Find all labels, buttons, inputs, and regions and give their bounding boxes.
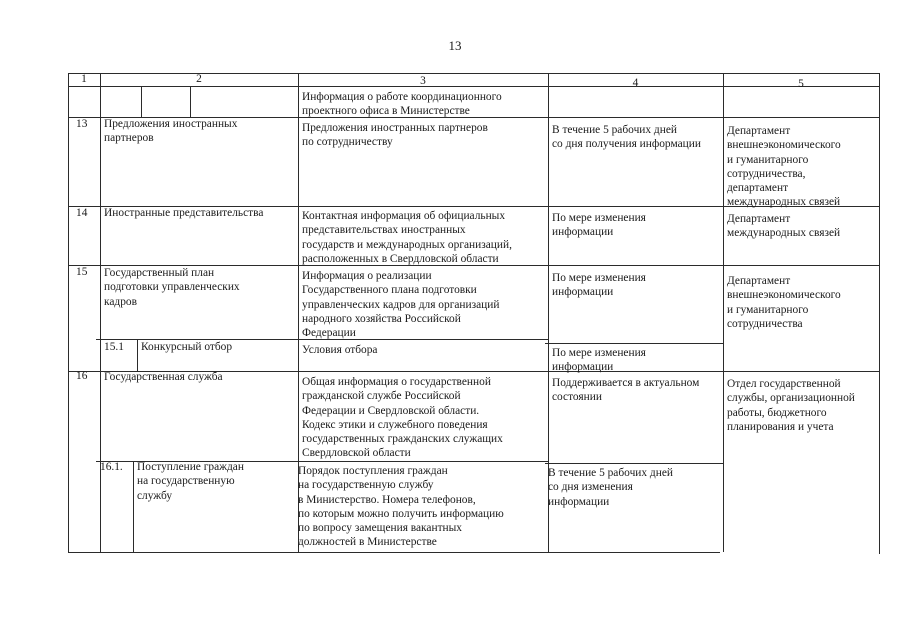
- row-info: Порядок поступления граждан на государственную службу в Министерство. Номера телефонов, по которым можно получить информацию по вопросу замещения вакантных должностей в Министерстве: [298, 465, 504, 549]
- row-info: Условия отбора: [302, 344, 378, 356]
- row-title: Государственный план подготовки управленческих кадров: [104, 267, 240, 308]
- continuation-info: Информация о работе координационного проектного офиса в Министерстве: [302, 91, 502, 118]
- table-rule: [100, 73, 101, 552]
- row-info: Общая информация о государственной гражданской службе Российской Федерации и Свердловской области. Кодекс этики и служебного поведения государственных гражданских служащих Свердловской области: [302, 376, 503, 460]
- row-info: Контактная информация об официальных представительствах иностранных государств и международных организаций, расположенных в Свердловской области: [302, 210, 512, 265]
- row-title: Предложения иностранных партнеров: [104, 118, 238, 145]
- row-responsible: Департамент международных связей: [727, 213, 841, 240]
- row-term: По мере изменения информации: [552, 212, 646, 239]
- column-header-3: 3: [420, 75, 426, 87]
- row-responsible: Департамент внешнеэкономического и гуманитарного сотрудничества: [727, 275, 841, 330]
- column-header-2: 2: [196, 73, 202, 85]
- row-number: 15: [76, 266, 88, 278]
- table-rule: [723, 73, 724, 552]
- row-term: По мере изменения информации: [552, 272, 646, 299]
- row-number: 16.1.: [100, 461, 123, 473]
- row-term: В течение 5 рабочих дней со дня изменения информации: [548, 467, 673, 508]
- table-rule: [137, 339, 138, 371]
- row-title: Иностранные представительства: [104, 207, 264, 219]
- row-number: 13: [76, 118, 88, 130]
- table-rule: [190, 86, 191, 117]
- row-term: Поддерживается в актуальном состоянии: [552, 377, 700, 404]
- table-rule: [545, 463, 723, 464]
- row-info: Информация о реализации Государственного плана подготовки управленческих кадров для организаций народного хозяйства Российской Федерации: [302, 270, 500, 340]
- column-header-1: 1: [81, 73, 87, 85]
- table-rule: [545, 343, 723, 344]
- row-number: 16: [76, 370, 88, 382]
- row-responsible: Департамент внешнеэкономического и гуманитарного сотрудничества, департамент международных связей: [727, 125, 841, 209]
- row-title: Поступление граждан на государственную службу: [137, 461, 244, 502]
- row-term: По мере изменения информации: [552, 347, 646, 374]
- table-rule: [879, 73, 880, 554]
- table-rule: [141, 86, 142, 117]
- row-info: Предложения иностранных партнеров по сотрудничеству: [302, 122, 488, 149]
- table-rule: [68, 73, 69, 553]
- page-number: 13: [448, 38, 462, 53]
- row-title: Конкурсный отбор: [141, 341, 233, 353]
- row-term: В течение 5 рабочих дней со дня получения информации: [552, 124, 701, 151]
- column-header-4: 4: [632, 77, 639, 89]
- row-number: 15.1: [104, 341, 124, 353]
- row-number: 14: [76, 207, 88, 219]
- row-responsible: Отдел государственной службы, организационной работы, бюджетного планирования и учета: [727, 378, 855, 433]
- column-header-5: 5: [798, 78, 804, 90]
- table-rule: [68, 552, 720, 553]
- row-title: Государственная служба: [104, 371, 223, 383]
- table-rule: [133, 461, 134, 552]
